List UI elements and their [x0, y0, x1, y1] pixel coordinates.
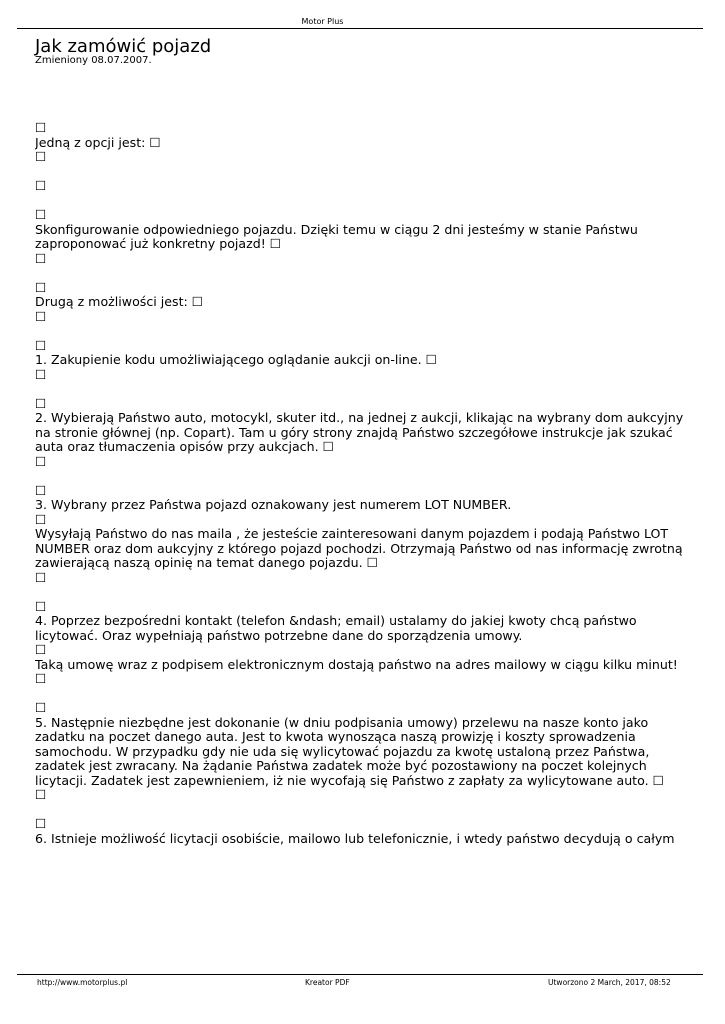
- placeholder-glyph: ☐: [35, 482, 47, 498]
- paragraph-step-3-detail: Wysyłają Państwo do nas maila , że jesteście zainteresowani danym pojazdem i podają Państwo LOT NUMBER oraz dom aukcyjny z którego pojazd pochodzi. Otrzymają Państwo od nas informację zwrotną zawierającą naszą opinię na temat danego pojazdu. ☐: [35, 526, 683, 570]
- placeholder-glyph: ☐: [35, 149, 47, 164]
- placeholder-glyph: ☐: [35, 787, 47, 802]
- placeholder-glyph: ☐: [35, 642, 47, 657]
- placeholder-glyph: ☐: [35, 598, 47, 614]
- paragraph-option-one: Jedną z opcji jest: ☐: [35, 134, 161, 150]
- paragraph-step-6: 6. Istnieje możliwość licytacji osobiście, mailowo lub telefonicznie, i wtedy państwo decydują o całym: [35, 830, 675, 846]
- placeholder-glyph: ☐: [35, 366, 47, 382]
- paragraph-step-3: 3. Wybrany przez Państwa pojazd oznakowany jest numerem LOT NUMBER.: [35, 497, 512, 512]
- footer-created-date: Utworzono 2 March, 2017, 08:52: [548, 978, 671, 987]
- article-body: [35, 121, 690, 972]
- header-rule: [17, 28, 703, 29]
- placeholder-glyph: ☐: [35, 453, 47, 469]
- paragraph-step-4-detail: Taką umowę wraz z podpisem elektronicznym dostają państwo na adres mailowy w ciągu kilku minut! ☐: [35, 656, 678, 686]
- placeholder-glyph: ☐: [35, 279, 47, 295]
- page-title: Jak zamówić pojazd: [35, 36, 212, 57]
- placeholder-glyph: ☐: [35, 569, 47, 585]
- placeholder-glyph: ☐: [35, 511, 47, 527]
- running-header-site-name: Motor Plus: [301, 17, 344, 26]
- footer-url: http://www.motorplus.pl: [37, 978, 128, 987]
- placeholder-glyph: ☐: [35, 250, 47, 266]
- paragraph-option-two: Drugą z możliwości jest: ☐: [35, 294, 204, 309]
- placeholder-glyph: ☐: [35, 816, 47, 831]
- modified-date: Zmieniony 08.07.2007.: [35, 55, 152, 66]
- paragraph-step-1: 1. Zakupienie kodu umożliwiającego oglądanie aukcji on-line. ☐: [35, 352, 437, 367]
- paragraph-step-5: 5. Następnie niezbędne jest dokonanie (w dniu podpisania umowy) przelewu na nasze konto jako zadatku na poczet danego auta. Jest to kwota wynosząca naszą prowizję i koszty sprowadzenia samochodu. W przypadku gdy nie uda się wylicytować pojazdu za kwotę ustaloną przez Państwa, zadatek jest zwracany. Na żądanie Państwa zadatek może być pozostawiony na poczet kolejnych licytacji. Zadatek jest zapewnieniem, iż nie wycofają się Państwo z zapłaty za wylicytowane auto. ☐: [35, 714, 664, 788]
- paragraph-step-4: 4. Poprzez bezpośredni kontakt (telefon &ndash; email) ustalamy do jakiej kwoty chcą państwo licytować. Oraz wypełniają państwo potrzebne dane do sporządzenia umowy.: [35, 613, 637, 643]
- placeholder-glyph: ☐: [35, 395, 47, 411]
- paragraph-step-2: 2. Wybierają Państwo auto, motocykl, skuter itd., na jednej z aukcji, klikając na wybrany dom aukcyjny na stronie głównej (np. Copart). Tam u góry strony znajdą Państwo szczegółowe instrukcje jak szukać auta oraz tłumaczenia opisów przy aukcjach. ☐: [35, 410, 684, 454]
- footer-generator: Kreator PDF: [305, 978, 350, 987]
- placeholder-glyph: ☐: [35, 308, 47, 324]
- paragraph-configure: Skonfigurowanie odpowiedniego pojazdu. Dzięki temu w ciągu 2 dni jesteśmy w stanie Państwu zaproponować już konkretny pojazd! ☐: [35, 221, 638, 251]
- placeholder-glyph: ☐: [35, 178, 47, 193]
- footer-rule: [17, 974, 703, 975]
- placeholder-glyph: ☐: [35, 207, 47, 222]
- placeholder-glyph: ☐: [35, 121, 47, 135]
- placeholder-glyph: ☐: [35, 337, 47, 353]
- placeholder-glyph: ☐: [35, 700, 47, 715]
